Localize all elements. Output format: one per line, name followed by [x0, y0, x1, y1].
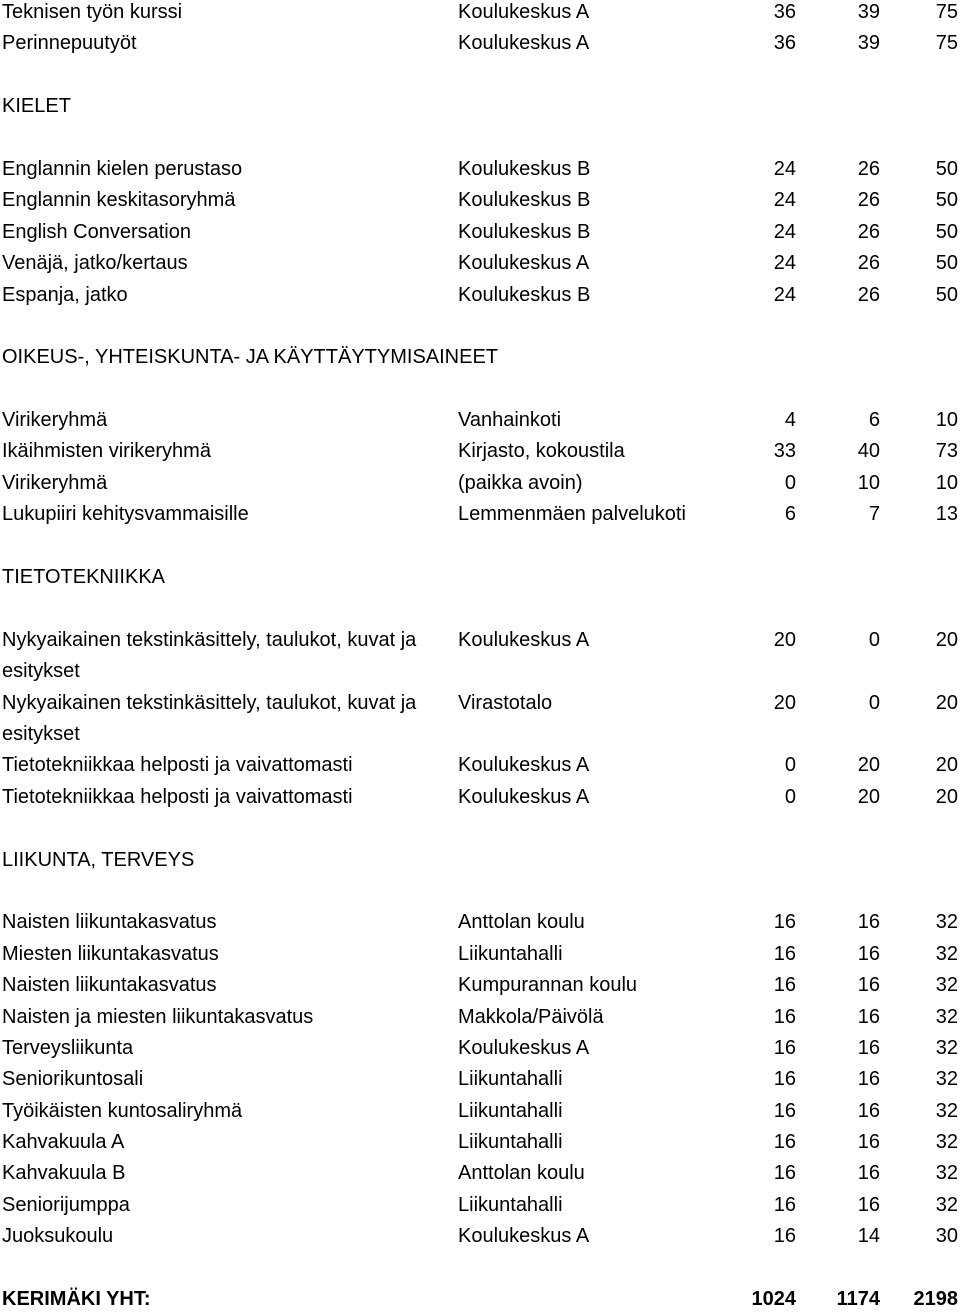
table-row — [0, 939, 960, 970]
hours-total: 75 — [935, 32, 958, 55]
course-name: Miesten liikuntakasvatus — [2, 942, 219, 965]
hours-b: 16 — [857, 974, 880, 997]
hours-b: 16 — [857, 1099, 880, 1122]
table-row — [0, 248, 960, 279]
table-row — [0, 625, 960, 688]
course-name: English Conversation — [2, 220, 191, 243]
section-heading — [0, 342, 960, 373]
course-name: Juoksukoulu — [2, 1225, 114, 1248]
table-row — [0, 1033, 960, 1064]
hours-b: 26 — [857, 157, 880, 180]
hours-total: 20 — [935, 691, 958, 714]
course-location: Koulukeskus A — [458, 1, 590, 23]
table-row — [0, 405, 960, 436]
hours-total: 73 — [935, 440, 958, 463]
hours-b: 16 — [857, 1131, 880, 1154]
course-name: Englannin keskitasoryhmä — [2, 189, 236, 212]
hours-total: 32 — [935, 942, 958, 965]
hours-total: 50 — [935, 220, 958, 243]
hours-a: 6 — [784, 503, 796, 526]
hours-b: 40 — [857, 440, 880, 463]
table-row — [0, 970, 960, 1001]
course-location: Vanhainkoti — [458, 409, 562, 432]
hours-total: 50 — [935, 283, 958, 306]
course-location: Koulukeskus B — [458, 157, 591, 180]
course-location: Koulukeskus A — [458, 252, 590, 275]
course-name: Työikäisten kuntosaliryhmä — [2, 1099, 243, 1122]
hours-a: 24 — [773, 283, 796, 306]
hours-total: 32 — [935, 1099, 958, 1122]
hours-b: 26 — [857, 189, 880, 212]
table-row — [0, 907, 960, 938]
hours-b: 16 — [857, 1005, 880, 1028]
hours-a: 16 — [773, 1131, 796, 1154]
course-location: Liikuntahalli — [458, 942, 563, 965]
hours-a: 16 — [773, 1036, 796, 1059]
course-name: Perinnepuutyöt — [2, 32, 137, 55]
hours-a: 16 — [773, 911, 796, 934]
course-location: Koulukeskus A — [458, 32, 590, 55]
hours-total: 32 — [935, 1131, 958, 1154]
course-location: Koulukeskus A — [458, 1036, 590, 1059]
table-row — [0, 280, 960, 311]
hours-total: 32 — [935, 1068, 958, 1091]
spacer — [0, 60, 960, 91]
course-name: Ikäihmisten virikeryhmä — [2, 440, 211, 463]
course-location: Liikuntahalli — [458, 1099, 563, 1122]
section-title: LIIKUNTA, TERVEYS — [2, 848, 195, 871]
course-location: Virastotalo — [458, 691, 553, 714]
spacer — [0, 1253, 960, 1284]
hours-b: 16 — [857, 1162, 880, 1185]
hours-b: 16 — [857, 1068, 880, 1091]
hours-a: 16 — [773, 1068, 796, 1091]
hours-b: 26 — [857, 283, 880, 306]
hours-b: 20 — [857, 754, 880, 777]
table-row — [0, 468, 960, 499]
course-location: Koulukeskus A — [458, 785, 590, 808]
hours-b: 26 — [857, 220, 880, 243]
spacer — [0, 876, 960, 907]
section-heading — [0, 845, 960, 876]
total-hours-b: 1174 — [836, 1288, 880, 1311]
hours-a: 24 — [773, 189, 796, 212]
hours-total: 50 — [935, 252, 958, 275]
course-name: Virikeryhmä — [2, 409, 108, 432]
hours-total: 50 — [935, 189, 958, 212]
table-row — [0, 499, 960, 530]
table-row — [0, 436, 960, 467]
hours-total: 32 — [935, 911, 958, 934]
course-location: Koulukeskus B — [458, 220, 591, 243]
hours-a: 0 — [784, 471, 796, 494]
hours-b: 26 — [857, 252, 880, 275]
hours-a: 0 — [784, 754, 796, 777]
hours-b: 39 — [857, 1, 880, 23]
hours-a: 20 — [773, 628, 796, 651]
course-name: Naisten liikuntakasvatus — [2, 974, 217, 997]
course-name: Seniorijumppa — [2, 1193, 130, 1216]
course-location: Anttolan koulu — [458, 1162, 585, 1185]
total-row — [0, 1284, 960, 1315]
course-location: Kirjasto, kokoustila — [458, 440, 625, 463]
section-title: TIETOTEKNIIKKA — [2, 566, 165, 589]
hours-total: 30 — [935, 1225, 958, 1248]
course-name: Kahvakuula B — [2, 1162, 126, 1185]
hours-a: 24 — [773, 220, 796, 243]
course-name: Teknisen työn kurssi — [2, 1, 183, 23]
course-location: Koulukeskus A — [458, 628, 590, 651]
hours-a: 16 — [773, 1099, 796, 1122]
course-location: Koulukeskus A — [458, 754, 590, 777]
hours-b: 16 — [857, 1193, 880, 1216]
hours-b: 39 — [857, 32, 880, 55]
course-location: Liikuntahalli — [458, 1193, 563, 1216]
hours-b: 16 — [857, 911, 880, 934]
table-row — [0, 1096, 960, 1127]
course-location: Koulukeskus B — [458, 189, 591, 212]
hours-b: 6 — [868, 409, 880, 432]
table-row — [0, 217, 960, 248]
course-name: Nykyaikainen tekstinkäsittely, taulukot, kuvat ja esitykset — [2, 628, 417, 683]
hours-total: 13 — [935, 503, 958, 526]
course-location: Koulukeskus A — [458, 1225, 590, 1248]
course-name: Virikeryhmä — [2, 471, 108, 494]
table-row — [0, 1064, 960, 1095]
section-title: OIKEUS-, YHTEISKUNTA- JA KÄYTTÄYTYMISAINEET — [2, 346, 499, 369]
section-heading — [0, 562, 960, 593]
course-location: Liikuntahalli — [458, 1068, 563, 1091]
course-location: Liikuntahalli — [458, 1131, 563, 1154]
course-location: Koulukeskus B — [458, 283, 591, 306]
table-row — [0, 28, 960, 59]
hours-b: 14 — [857, 1225, 880, 1248]
table-row — [0, 154, 960, 185]
hours-a: 16 — [773, 1225, 796, 1248]
course-name: Naisten ja miesten liikuntakasvatus — [2, 1005, 314, 1028]
hours-b: 16 — [857, 942, 880, 965]
course-location: Makkola/Päivölä — [458, 1005, 604, 1028]
course-name: Lukupiiri kehitysvammaisille — [2, 503, 249, 526]
section-title: KIELET — [2, 95, 71, 118]
hours-a: 0 — [784, 785, 796, 808]
hours-b: 7 — [868, 503, 880, 526]
total-hours-a: 1024 — [751, 1288, 796, 1311]
hours-total: 10 — [935, 409, 958, 432]
course-location: Anttolan koulu — [458, 911, 585, 934]
table-row — [0, 1127, 960, 1158]
hours-b: 20 — [857, 785, 880, 808]
hours-a: 16 — [773, 974, 796, 997]
spacer — [0, 813, 960, 844]
hours-b: 0 — [868, 628, 880, 651]
hours-total: 32 — [935, 1193, 958, 1216]
total-hours-total: 2198 — [913, 1288, 958, 1311]
hours-a: 16 — [773, 1193, 796, 1216]
hours-a: 16 — [773, 1005, 796, 1028]
hours-a: 36 — [773, 1, 796, 23]
spacer — [0, 123, 960, 154]
table-row — [0, 1158, 960, 1189]
course-name: Tietotekniikkaa helposti ja vaivattomasti — [2, 785, 353, 808]
hours-b: 0 — [868, 691, 880, 714]
table-row — [0, 0, 960, 28]
course-location: Lemmenmäen palvelukoti — [458, 503, 686, 526]
course-location: Kumpurannan koulu — [458, 974, 638, 997]
table-row — [0, 688, 960, 751]
course-name: Seniorikuntosali — [2, 1068, 144, 1091]
table-row — [0, 185, 960, 216]
spacer — [0, 374, 960, 405]
hours-a: 16 — [773, 942, 796, 965]
table-row — [0, 1221, 960, 1252]
course-location: (paikka avoin) — [458, 471, 583, 494]
spacer — [0, 593, 960, 624]
course-name: Kahvakuula A — [2, 1131, 125, 1154]
hours-total: 20 — [935, 785, 958, 808]
course-name: Tietotekniikkaa helposti ja vaivattomasti — [2, 754, 353, 777]
section-heading — [0, 91, 960, 122]
hours-total: 75 — [935, 1, 958, 23]
spacer — [0, 531, 960, 562]
course-name: Venäjä, jatko/kertaus — [2, 252, 188, 275]
hours-total: 32 — [935, 1005, 958, 1028]
hours-total: 10 — [935, 471, 958, 494]
total-label: KERIMÄKI YHT: — [2, 1288, 151, 1311]
hours-a: 36 — [773, 32, 796, 55]
hours-total: 50 — [935, 157, 958, 180]
table-row — [0, 750, 960, 781]
hours-total: 32 — [935, 1162, 958, 1185]
table-row — [0, 782, 960, 813]
hours-a: 16 — [773, 1162, 796, 1185]
hours-total: 32 — [935, 1036, 958, 1059]
table-row — [0, 1002, 960, 1033]
table-row — [0, 1190, 960, 1221]
hours-a: 4 — [784, 409, 796, 432]
course-name: Terveysliikunta — [2, 1036, 134, 1059]
hours-a: 24 — [773, 157, 796, 180]
hours-total: 20 — [935, 754, 958, 777]
hours-a: 24 — [773, 252, 796, 275]
course-name: Englannin kielen perustaso — [2, 157, 243, 180]
course-name: Espanja, jatko — [2, 283, 128, 306]
course-name: Nykyaikainen tekstinkäsittely, taulukot, kuvat ja esitykset — [2, 691, 417, 746]
hours-a: 33 — [773, 440, 796, 463]
hours-total: 32 — [935, 974, 958, 997]
hours-a: 20 — [773, 691, 796, 714]
hours-b: 10 — [857, 471, 880, 494]
hours-total: 20 — [935, 628, 958, 651]
course-name: Naisten liikuntakasvatus — [2, 911, 217, 934]
spacer — [0, 311, 960, 342]
hours-b: 16 — [857, 1036, 880, 1059]
